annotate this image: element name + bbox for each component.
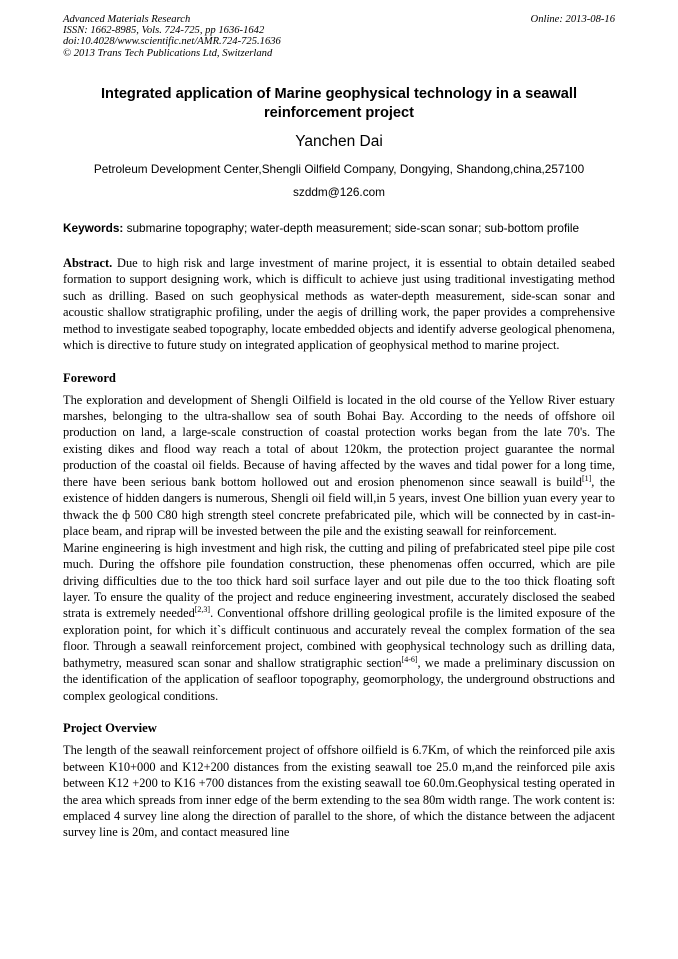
foreword-p1-text-b: , the existence of hidden dangers is numerous, Shengli oil field will,in 5 years, invest One billion yuan every year to thwack the ф 500 C80 high strength steel concrete prefabricated pile, which will be connected by in cast-in-place beam, and riprap will be invested between the pile and the existing seawall for reinforcement. [63,474,615,539]
abstract-text: Due to high risk and large investment of marine project, it is essential to obtain detailed seabed formation to support designing work, which is difficult to achieve just using traditional investigating method such as drilling. Based on such geophysical methods as water-depth measurement, side-scan sonar and acoustic shallow stratigraphic profiling, under the aegis of drilling work, the paper provides a comprehensive method to investigate seabed topography, locate embedded objects and identify adverse geological phenomena, which is directive to future study on integrated application of geophysical method to marine project. [63,255,615,353]
abstract-label: Abstract. [63,255,113,270]
journal-name: Advanced Materials Research [63,14,191,25]
author-affiliation: Petroleum Development Center,Shengli Oilfield Company, Dongying, Shandong,china,257100 [93,161,585,176]
foreword-p1-text-a: The exploration and development of Shengli Oilfield is located in the old course of the Yellow River estuary marshes, belonging to the ultra-shallow sea of south Bohai Bay. According to the needs of offshore oil production on land, a large-scale construction of coastal protection works began from the late 70's. The existing dikes and flood way reach a total of about 120km, the protection project guarantee the normal production of the coastal oil fields. Because of having affected by the waves and tidal power for a long time, there have been serious bank bottom hollowed out and erosion phenomenon since seawall is build [63,392,615,489]
journal-header [63,14,615,59]
journal-issn: ISSN: 1662-8985, Vols. 724-725, pp 1636-1642 [63,25,265,37]
paper-page [63,14,615,841]
abstract [63,255,615,354]
online-date: Online: 2013-08-16 [530,14,615,25]
section-heading-project-overview: Project Overview [63,721,157,736]
keywords-label: Keywords: [63,220,124,235]
journal-copyright: © 2013 Trans Tech Publications Ltd, Switzerland [63,47,273,59]
foreword-paragraph-1 [63,392,615,540]
paper-title: Integrated application of Marine geophysical technology in a seawall reinforcement project [100,85,578,121]
paper-author: Yanchen Dai [295,132,383,150]
keywords [63,221,615,236]
citation-ref: [1] [581,473,592,483]
foreword-paragraph-2 [63,540,615,705]
author-email: szddm@126.com [293,184,385,199]
citation-ref: [4-6] [401,654,418,664]
foreword-p2-text-a: Marine engineering is high investment and high risk, the cutting and piling of prefabricated steel pipe pile cost much. During the offshore pile foundation construction, these phenomenas offen occurred, which are pile driving difficulties due to the too thick hard soil surface layer and out pile due to the too thick floating soft layer. To ensure the quality of the project and reduce engineering investment, accurately disclosed the seabed strata is extremely needed [63,540,615,621]
foreword-p2-text-b: . Conventional offshore drilling geological profile is the limited exposure of the exploration point, for which it`s difficult continuous and accurately reveal the complex formation of the sea floor. Through a seawall reinforcement project, combined with geophysical technology such as drilling data, bathymetry, measured scan sonar and shallow stratigraphic section [63,606,615,670]
keywords-text: submarine topography; water-depth measurement; side-scan sonar; sub-bottom profile [126,220,580,235]
section-heading-foreword: Foreword [63,370,116,385]
foreword-p2-text-c: , we made a preliminary discussion on the identification of the application of seafloor topography, geomorphology, the underground obstructions and complex geological conditions. [63,655,615,703]
journal-doi: doi:10.4028/www.scientific.net/AMR.724-725.1636 [63,36,281,48]
overview-paragraph-1: The length of the seawall reinforcement project of offshore oilfield is 6.7Km, of which the reinforced pile axis between K10+000 and K12+200 distances from the existing seawall toe 25.0 m,and the reinforced pile axis between K12 +200 to K16 +700 distances from the existing seawall toe 60.0m.Geophysical testing operated in the area which spreads from inner edge of the berm extending to the sea 80m width range. The work content is: emplaced 4 survey line along the direction of parallel to the shore, of which the distance between the adjacent survey line is 20m, and contact measured line [63,743,616,840]
citation-ref: [2,3] [194,605,211,615]
